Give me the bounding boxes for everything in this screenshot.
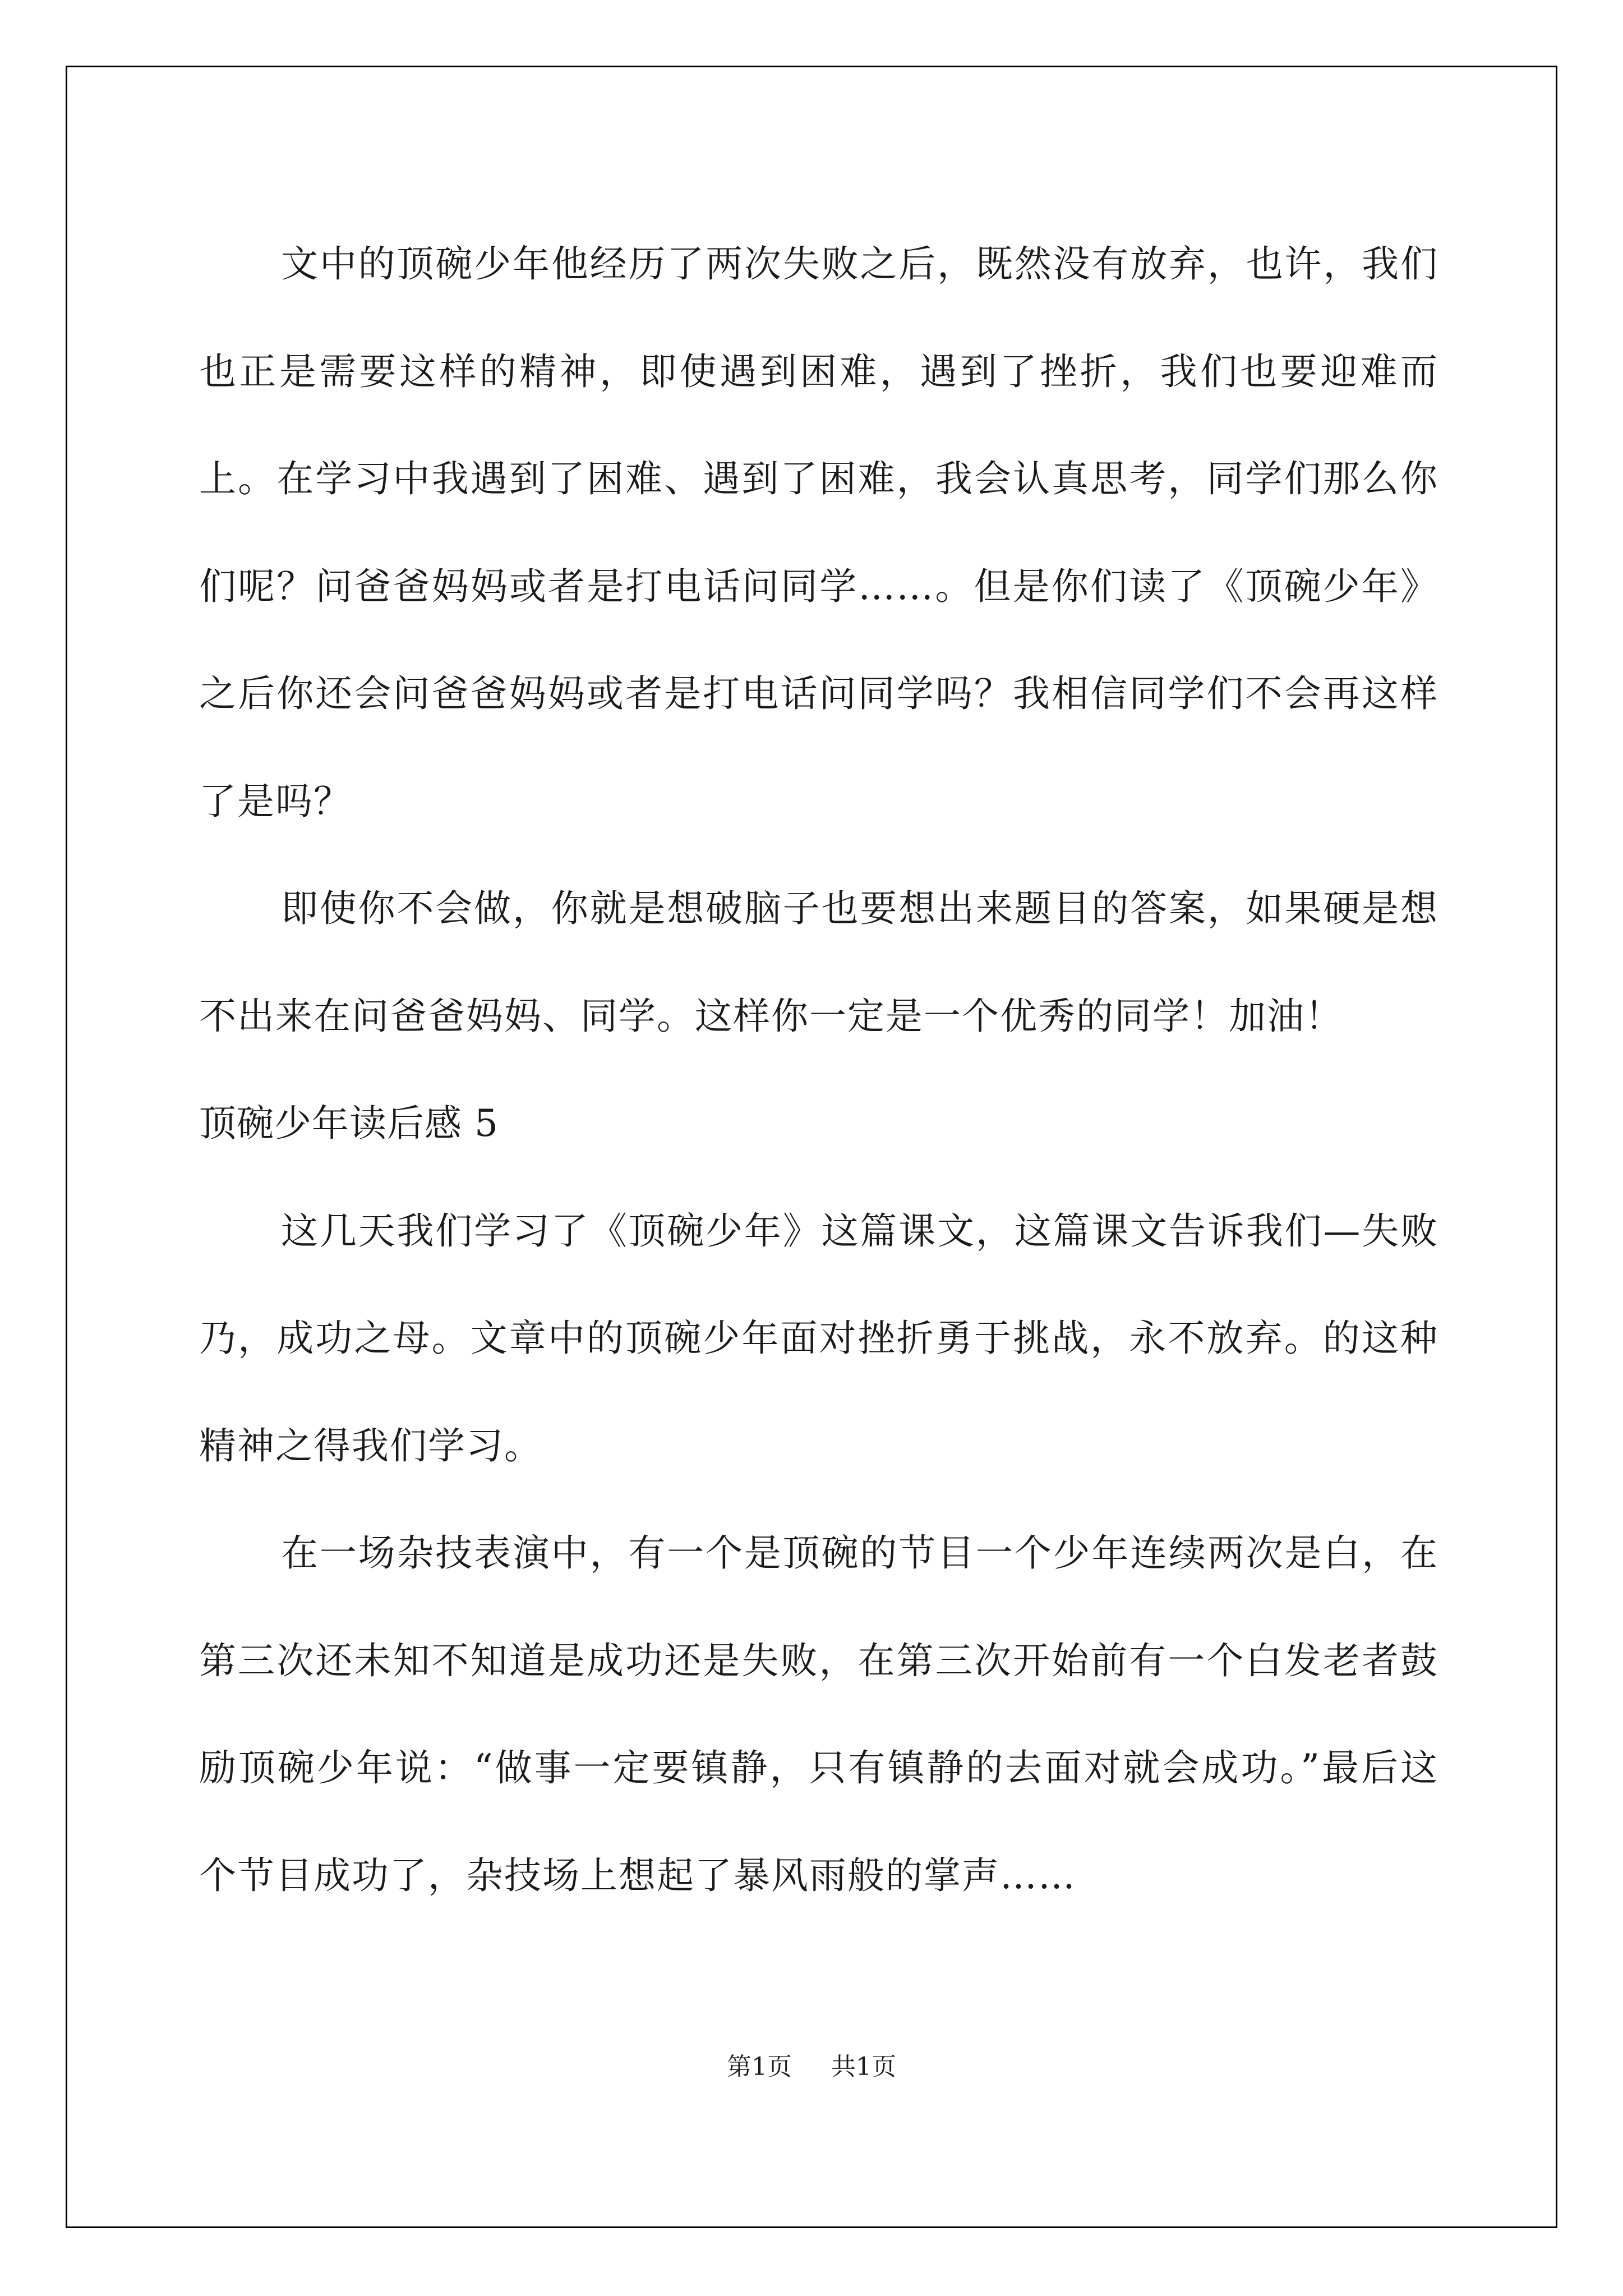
section-heading: 顶碗少年读后感 5 (199, 1102, 499, 1145)
footer-spacer (800, 2053, 823, 2081)
page-footer (0, 2046, 1623, 2082)
page-number: 第1页 (727, 2053, 792, 2081)
paragraph: 这几天我们学习了《顶碗少年》这篇课文，这篇课文告诉我们—失败乃，成功之母。文章中的顶碗少年面对挫折勇于挑战，永不放弃。的这种精神之得我们学习。 (199, 1209, 1438, 1467)
page-total: 共1页 (831, 2053, 896, 2081)
paragraph: 文中的顶碗少年他经历了两次失败之后，既然没有放弃，也许，我们也正是需要这样的精神，即使遇到困难，遇到了挫折，我们也要迎难而上。在学习中我遇到了困难、遇到了困难，我会认真思考，同学们那么你们呢？问爸爸妈妈或者是打电话问同学……。但是你们读了《顶碗少年》之后你还会问爸爸妈妈或者是打电话问同学吗？我相信同学们不会再这样了是吗？ (199, 242, 1438, 823)
paragraph: 在一场杂技表演中，有一个是顶碗的节目一个少年连续两次是白，在第三次还未知不知道是成功还是失败，在第三次开始前有一个白发老者鼓励顶碗少年说：“做事一定要镇静，只有镇静的去面对就会成功。”最后这个节目成功了，杂技场上想起了暴风雨般的掌声…… (199, 1531, 1438, 1897)
document-body (199, 210, 1438, 1929)
paragraph: 即使你不会做，你就是想破脑子也要想出来题目的答案，如果硬是想不出来在问爸爸妈妈、同学。这样你一定是一个优秀的同学！加油！ (199, 887, 1438, 1038)
